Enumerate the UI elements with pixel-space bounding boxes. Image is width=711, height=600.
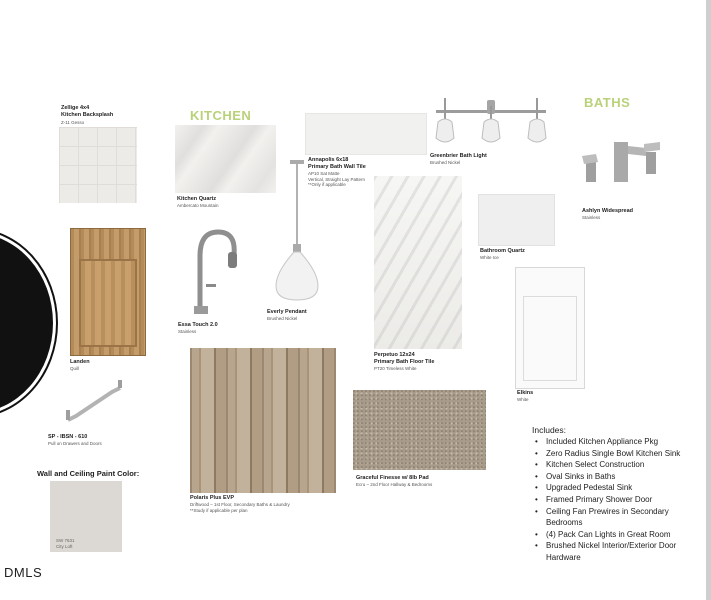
- backsplash-swatch: [59, 127, 137, 203]
- paint-color-name: City Loft: [56, 544, 73, 549]
- mls-footer: DMLS: [4, 565, 43, 580]
- pendant-detail: Brushed Nickel: [267, 316, 298, 321]
- hardware-name: SP - IBSN - 610: [48, 434, 88, 440]
- floor-tile-swatch: [374, 176, 462, 349]
- includes-item: • Upgraded Pedestal Sink: [532, 482, 704, 494]
- includes-item: • Included Kitchen Appliance Pkg: [532, 436, 704, 448]
- bath-cabinet-name: Elkins: [517, 390, 534, 396]
- includes-item: • Kitchen Select Construction: [532, 459, 704, 471]
- paint-code: SW 7631: [56, 538, 75, 543]
- bath-quartz-swatch: [478, 194, 555, 246]
- right-edge-divider: [706, 0, 711, 600]
- backsplash-detail: Z-11 Gesso: [61, 120, 85, 125]
- evp-swatch: [190, 348, 336, 493]
- pulldown-faucet-icon: [186, 226, 242, 318]
- backsplash-name: Zellige 4x4 Kitchen Backsplash: [61, 105, 114, 118]
- kitchen-cabinet-name: Landen: [70, 359, 90, 365]
- bath-light-detail: Brushed Nickel: [430, 160, 461, 165]
- wall-tile-detail: AP10 Sat Matte Vertical, Straight Lay Pattern **Only if applicable: [308, 171, 366, 187]
- kitchen-cabinet-detail: Quill: [70, 366, 80, 371]
- carpet-detail: Ecru – 2nd Floor Hallway & Bedrooms: [356, 482, 433, 487]
- hardware-detail: Pull on Drawers and Doors: [48, 441, 102, 446]
- evp-detail: Driftwood – 1st Floor, Secondary Baths & Laundry **Study if applicable per plan: [190, 502, 290, 513]
- includes-item: • (4) Pack Can Lights in Great Room: [532, 529, 704, 541]
- bath-cabinet-swatch: [515, 267, 585, 389]
- includes-title: Includes:: [532, 425, 567, 435]
- wall-tile-name: Annapolis 6x18 Primary Bath Wall Tile: [308, 157, 366, 170]
- bath-quartz-detail: White Ice: [480, 255, 499, 260]
- paint-title: Wall and Ceiling Paint Color:: [37, 469, 140, 478]
- includes-item: • Framed Primary Shower Door: [532, 494, 704, 506]
- pendant-name: Everly Pendant: [267, 309, 307, 315]
- kitchen-quartz-name: Kitchen Quartz: [177, 196, 217, 202]
- carpet-swatch: [353, 390, 486, 470]
- includes-item: • Zero Radius Single Bowl Kitchen Sink: [532, 448, 704, 460]
- baths-heading: BATHS: [584, 95, 631, 110]
- evp-name: Polaris Plus EVP: [190, 495, 235, 501]
- decorative-circle: [0, 230, 56, 416]
- kitchen-quartz-swatch: [175, 125, 276, 193]
- floor-tile-detail: PT20 Timeless White: [374, 366, 417, 371]
- kitchen-heading: KITCHEN: [190, 108, 252, 123]
- bath-faucet-detail: Stainless: [582, 215, 601, 220]
- kitchen-cabinet-swatch: [70, 228, 146, 356]
- includes-list: [532, 436, 704, 564]
- bath-light-icon: [430, 96, 552, 146]
- cabinet-pull-icon: [62, 380, 126, 426]
- wall-tile-swatch: [305, 113, 427, 155]
- includes-item: • Ceiling Fan Prewires in Secondary Bedrooms: [532, 506, 704, 529]
- bath-quartz-name: Bathroom Quartz: [480, 248, 525, 254]
- kitchen-faucet-name: Essa Touch 2.0: [178, 322, 218, 328]
- paint-swatch: [50, 481, 122, 552]
- kitchen-faucet-detail: Stainless: [178, 329, 197, 334]
- carpet-name: Graceful Finesse w/ 8lb Pad: [356, 475, 429, 481]
- kitchen-quartz-detail: Ambercato Mountain: [177, 203, 219, 208]
- bath-cabinet-detail: White: [517, 397, 529, 402]
- floor-tile-name: Perpetuo 12x24 Primary Bath Floor Tile: [374, 352, 435, 365]
- widespread-faucet-icon: [582, 132, 662, 188]
- glass-pendant-icon: [272, 160, 322, 302]
- includes-item: • Brushed Nickel Interior/Exterior Door Hardware: [532, 540, 704, 563]
- bath-faucet-name: Ashlyn Widespread: [582, 208, 633, 214]
- bath-light-name: Greenbrier Bath Light: [430, 153, 487, 159]
- includes-item: • Oval Sinks in Baths: [532, 471, 704, 483]
